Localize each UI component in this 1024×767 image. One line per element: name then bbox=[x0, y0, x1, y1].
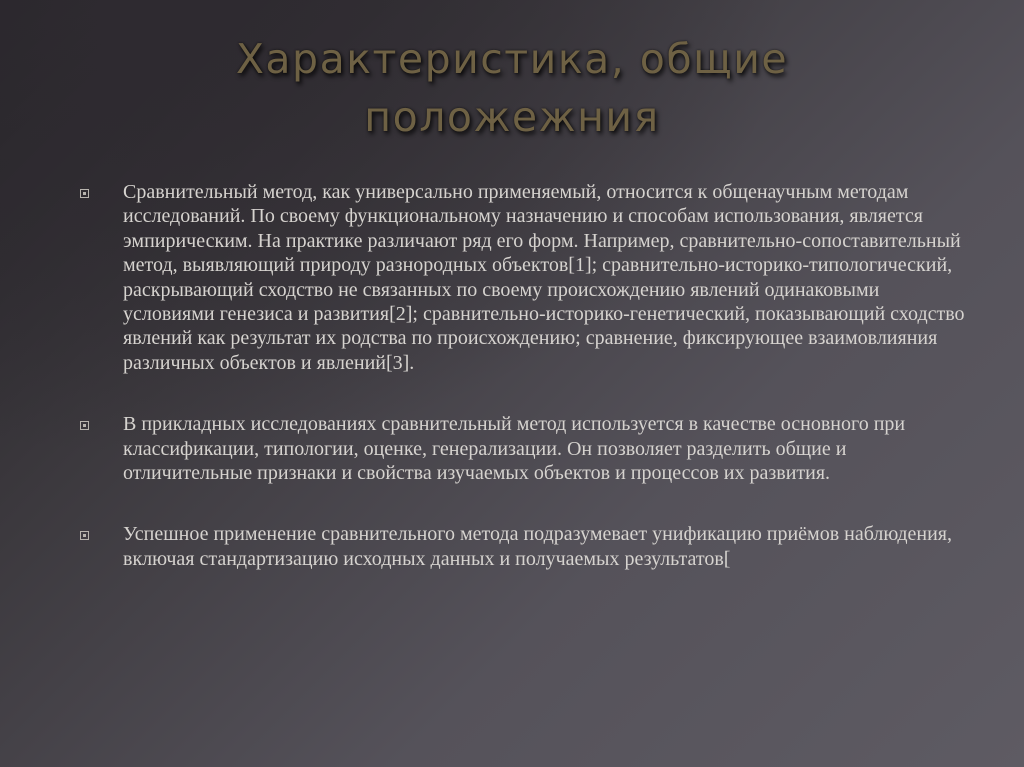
bullet-text-3: Успешное применение сравнительного метода подразумевает унификацию приёмов наблюдения, включая стандартизацию исходных данных и получаемых результатов[ bbox=[123, 523, 952, 570]
bullet-text-2: В прикладных исследованиях сравнительный метод используется в качестве основного при классификации, типологии, оценке, генерализации. Он позволяет разделить общие и отличительные признаки и свойства изучаемых объектов и процессов их развития. bbox=[123, 413, 906, 485]
slide-title-line-1: Характеристика, общие bbox=[235, 35, 789, 83]
square-bullet-icon bbox=[80, 189, 89, 198]
bullet-item-1 bbox=[75, 180, 975, 375]
bullet-list bbox=[75, 180, 975, 571]
slide-title-line-2: положежния bbox=[364, 93, 660, 141]
bullet-text-1: Сравнительный метод, как универсально применяемый, относится к общенаучным методам исследований. По своему функциональному назначению и способам использования, является эмпирическим. На практике различают ряд его форм. Например, сравнительно-сопоставительный метод, выявляющий природу разнородных объектов[1]; сравнительно-историко-типологический, раскрывающий сходство не связанных по своему происхождению явлений одинаковыми условиями генезиса и развития[2]; сравнительно-историко-генетический, показывающий сходство явлений как результат их родства по происхождению; сравнение, фиксирующее взаимовлияния различных объектов и явлений[3]. bbox=[123, 181, 965, 374]
slide-title bbox=[150, 30, 874, 146]
square-bullet-icon bbox=[80, 421, 89, 430]
square-bullet-icon bbox=[80, 531, 89, 540]
bullet-item-2 bbox=[75, 412, 975, 485]
bullet-item-3 bbox=[75, 522, 975, 571]
